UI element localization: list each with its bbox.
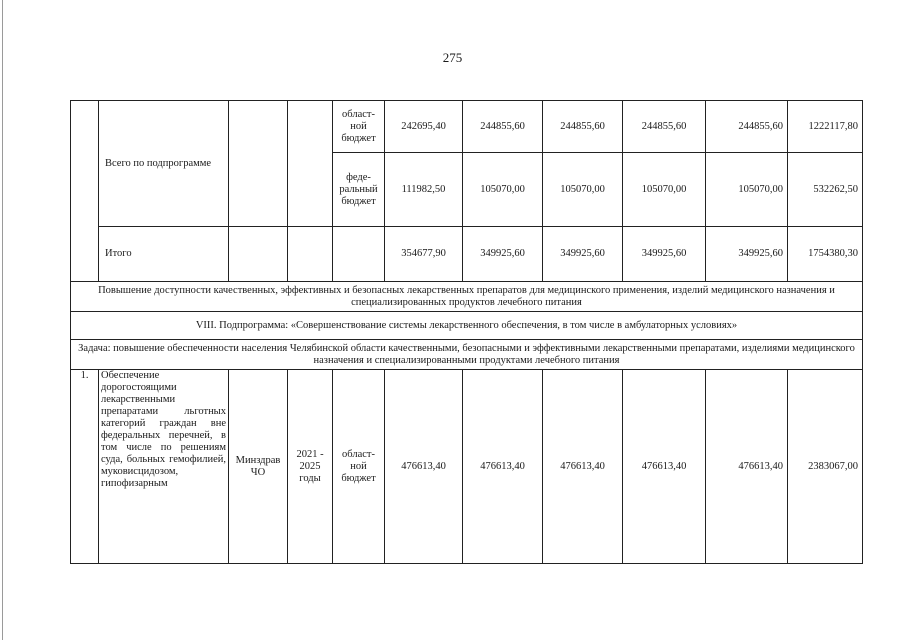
cell-empty — [333, 227, 385, 282]
cell-value: 476613,40 — [463, 370, 543, 564]
cell-value: 476613,40 — [706, 370, 788, 564]
cell-value: 476613,40 — [623, 370, 706, 564]
cell-value: 354677,90 — [385, 227, 463, 282]
table-row-total-regional — [71, 101, 863, 153]
cell-empty — [229, 227, 288, 282]
table-row-item-1 — [71, 370, 863, 564]
cell-value: 105070,00 — [463, 153, 543, 227]
cell-value-total: 1754380,30 — [788, 227, 863, 282]
table-row-task — [71, 340, 863, 370]
cell-item-executor: Минздрав ЧО — [229, 370, 288, 564]
cell-value: 105070,00 — [543, 153, 623, 227]
cell-value: 349925,60 — [623, 227, 706, 282]
cell-item-source: област-ной бюджет — [333, 370, 385, 564]
subprogram-title: VIII. Подпрограмма: «Совершенствование системы лекарственного обеспечения, в том числе в амбулаторных условиях» — [71, 312, 863, 340]
cell-empty — [288, 227, 333, 282]
cell-value: 111982,50 — [385, 153, 463, 227]
cell-value: 349925,60 — [706, 227, 788, 282]
table-row-itogo — [71, 227, 863, 282]
cell-value-total: 2383067,00 — [788, 370, 863, 564]
table-row-goal — [71, 282, 863, 312]
cell-empty-executor — [229, 101, 288, 227]
cell-empty-number — [71, 101, 99, 282]
cell-source-regional: област-ной бюджет — [333, 101, 385, 153]
cell-item-name: Обеспечение дорогостоящими лекарственными препаратами льготных категорий граждан вне федеральных перечней, в том числе по решениям суда, больных гемофилией, муковисцидозом, гипофизарным — [99, 370, 229, 564]
cell-value: 244855,60 — [543, 101, 623, 153]
cell-value: 244855,60 — [706, 101, 788, 153]
budget-table — [70, 100, 863, 564]
goal-text: Повышение доступности качественных, эффективных и безопасных лекарственных препаратов для медицинского применения, изделий медицинского назначения и специализированных продуктов лечебного питания — [71, 282, 863, 312]
cell-value: 476613,40 — [385, 370, 463, 564]
cell-item-period: 2021 - 2025 годы — [288, 370, 333, 564]
task-text: Задача: повышение обеспеченности населения Челябинской области качественными, безопасными и эффективными лекарственными препаратами, изделиями медицинского назначения и специализированными продуктами лечебного питания — [71, 340, 863, 370]
cell-total-label: Всего по подпрограмме — [99, 101, 229, 227]
cell-value: 476613,40 — [543, 370, 623, 564]
cell-value: 105070,00 — [623, 153, 706, 227]
cell-value-total: 1222117,80 — [788, 101, 863, 153]
page-edge-line — [2, 0, 3, 640]
table-row-subprogram — [71, 312, 863, 340]
page-number: 275 — [442, 50, 463, 65]
cell-value: 349925,60 — [463, 227, 543, 282]
cell-value: 105070,00 — [706, 153, 788, 227]
cell-value: 242695,40 — [385, 101, 463, 153]
cell-value: 349925,60 — [543, 227, 623, 282]
cell-item-number: 1. — [71, 370, 99, 564]
cell-empty-period — [288, 101, 333, 227]
cell-value: 244855,60 — [623, 101, 706, 153]
cell-source-federal: феде-ральный бюджет — [333, 153, 385, 227]
cell-itogo-label: Итого — [99, 227, 229, 282]
cell-value: 244855,60 — [463, 101, 543, 153]
cell-value-total: 532262,50 — [788, 153, 863, 227]
